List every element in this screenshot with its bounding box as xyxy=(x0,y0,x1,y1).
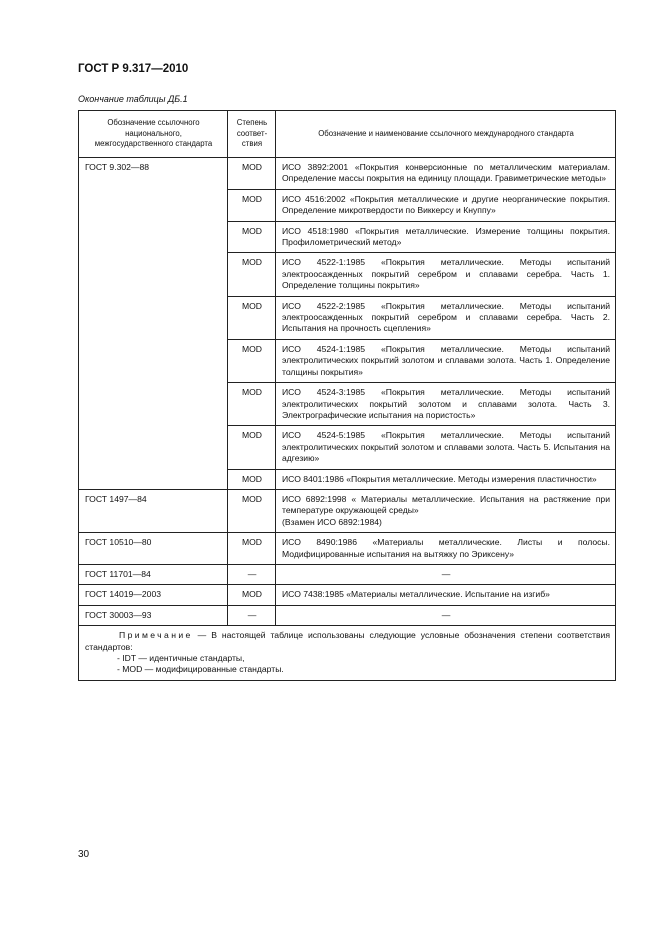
table-row xyxy=(79,489,616,532)
international-standard-cell: — xyxy=(276,605,616,625)
table-note xyxy=(79,626,616,681)
note-label: Примечание xyxy=(119,630,193,641)
international-standard-cell: ИСО 4524-3:1985 «Покрытия металлические. Методы испытаний электролитических покрытий золотом и сплавами золота. Часть 3. Электрографические испытания на пористость» xyxy=(276,383,616,426)
international-standard-cell: ИСО 4518:1980 «Покрытия металлические. Измерение толщины покрытия. Профилометрический метод» xyxy=(276,221,616,253)
degree-cell: MOD xyxy=(228,533,276,565)
column-header-national: Обозначение ссылочного национального, межгосударственного стандарта xyxy=(79,111,228,158)
table-caption: Окончание таблицы ДБ.1 xyxy=(78,94,188,104)
international-standard-cell: ИСО 4524-1:1985 «Покрытия металлические. Методы испытаний электролитических покрытий золотом и сплавами золота. Часть 1. Определение толщины покрытия» xyxy=(276,339,616,382)
international-standard-cell: — xyxy=(276,564,616,584)
table-row xyxy=(79,564,616,584)
degree-cell: MOD xyxy=(228,426,276,469)
international-standard-cell: ИСО 3892:2001 «Покрытия конверсионные по металлическим материалам. Определение массы покрытия на единицу площади. Гравиметрические методы» xyxy=(276,158,616,190)
degree-cell: MOD xyxy=(228,339,276,382)
national-standard-cell: ГОСТ 14019—2003 xyxy=(79,585,228,605)
degree-cell: MOD xyxy=(228,253,276,296)
degree-cell: MOD xyxy=(228,158,276,190)
international-standard-cell: ИСО 7438:1985 «Материалы металлические. Испытание на изгиб» xyxy=(276,585,616,605)
degree-cell: MOD xyxy=(228,469,276,489)
note-paragraph xyxy=(85,630,610,653)
note-text: — В настоящей таблице использованы следующие условные обозначения степени соответствия стандартов: xyxy=(85,630,610,652)
degree-cell: — xyxy=(228,564,276,584)
international-standard-cell: ИСО 4522-2:1985 «Покрытия металлические. Методы испытаний электроосажденных покрытий серебром и сплавами серебра. Часть 2. Испытания на прочность сцепления» xyxy=(276,296,616,339)
national-standard-cell: ГОСТ 1497—84 xyxy=(79,489,228,532)
reference-standards-table xyxy=(78,110,616,681)
degree-cell: MOD xyxy=(228,489,276,532)
table-row xyxy=(79,605,616,625)
table-header-row xyxy=(79,111,616,158)
international-standard-cell: ИСО 8401:1986 «Покрытия металлические. Методы измерения пластичности» xyxy=(276,469,616,489)
degree-cell: MOD xyxy=(228,189,276,221)
degree-cell: — xyxy=(228,605,276,625)
replacement-note: (Взамен ИСО 6892:1984) xyxy=(282,516,382,527)
degree-cell: MOD xyxy=(228,296,276,339)
national-standard-cell: ГОСТ 10510—80 xyxy=(79,533,228,565)
note-item-idt: - IDT — идентичные стандарты, xyxy=(117,653,245,663)
table-row xyxy=(79,533,616,565)
degree-cell: MOD xyxy=(228,585,276,605)
international-standard-cell xyxy=(276,489,616,532)
document-title: ГОСТ Р 9.317—2010 xyxy=(78,63,189,75)
national-standard-cell: ГОСТ 30003—93 xyxy=(79,605,228,625)
page-number: 30 xyxy=(78,849,90,860)
degree-cell: MOD xyxy=(228,221,276,253)
column-header-international: Обозначение и наименование ссылочного международного стандарта xyxy=(276,111,616,158)
table-note-row xyxy=(79,626,616,681)
international-standard-cell: ИСО 8490:1986 «Материалы металлические. Листы и полосы. Модифицированные испытания на вытяжку по Эриксену» xyxy=(276,533,616,565)
international-standard-text: ИСО 6892:1998 « Материалы металлические. Испытания на растяжение при температуре окружающей среды» xyxy=(282,493,610,516)
international-standard-cell: ИСО 4524-5:1985 «Покрытия металлические. Методы испытаний электролитических покрытий золотом и сплавами золота. Часть 5. Испытания на адгезию» xyxy=(276,426,616,469)
column-header-degree: Степень соответ-ствия xyxy=(228,111,276,158)
national-standard-cell: ГОСТ 11701—84 xyxy=(79,564,228,584)
table-row xyxy=(79,585,616,605)
table-row xyxy=(79,158,616,190)
international-standard-cell: ИСО 4516:2002 «Покрытия металлические и другие неорганические покрытия. Определение микротвердости по Виккерсу и Кнуппу» xyxy=(276,189,616,221)
degree-cell: MOD xyxy=(228,383,276,426)
international-standard-cell: ИСО 4522-1:1985 «Покрытия металлические. Методы испытаний электроосажденных покрытий серебром и сплавами серебра. Часть 1. Определение толщины покрытия» xyxy=(276,253,616,296)
national-standard-cell: ГОСТ 9.302—88 xyxy=(79,158,228,490)
note-item-mod: - MOD — модифицированные стандарты. xyxy=(117,664,284,675)
